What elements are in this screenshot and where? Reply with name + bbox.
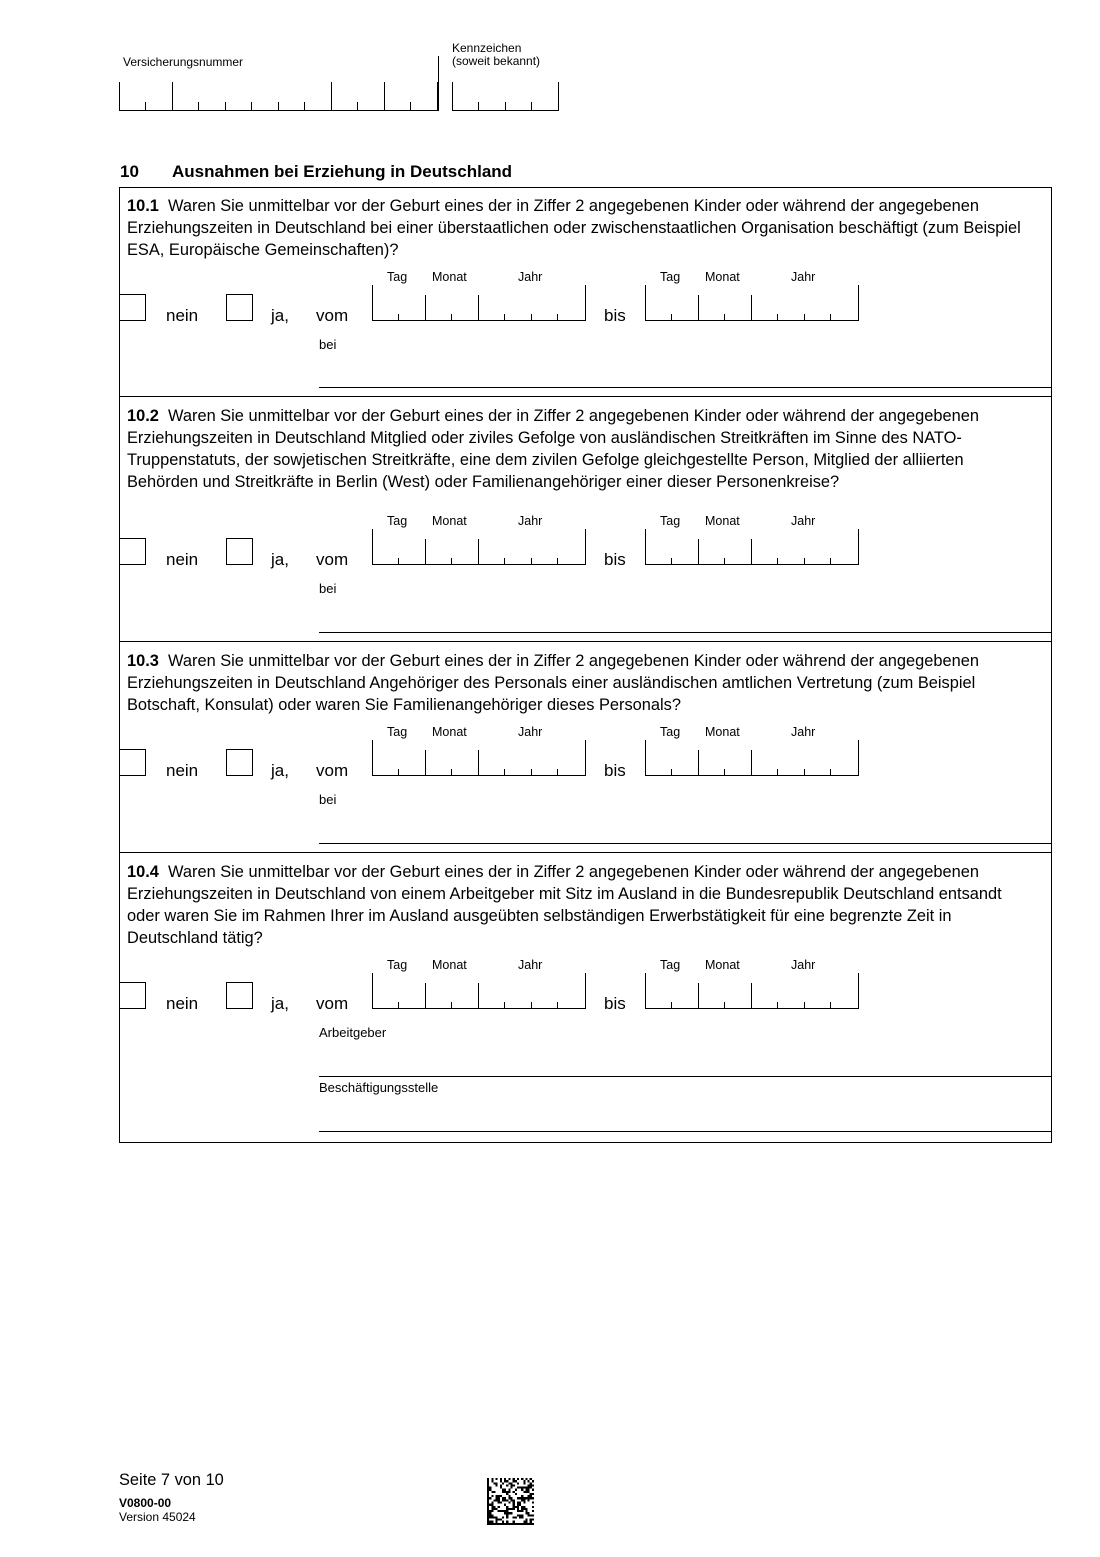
workplace-input[interactable]: [319, 1131, 1052, 1132]
date-from-10-2[interactable]: [372, 529, 586, 565]
no-checkbox-10-1[interactable]: [119, 294, 146, 321]
no-checkbox-10-3[interactable]: [119, 749, 146, 776]
yes-checkbox-10-4[interactable]: [226, 982, 253, 1009]
year-header: Jahr: [791, 958, 816, 972]
employer-label: Arbeitgeber: [319, 1025, 387, 1040]
from-label: vom: [316, 306, 349, 325]
yes-checkbox-10-1[interactable]: [226, 294, 253, 321]
month-header: Monat: [705, 958, 740, 972]
yes-label: ja,: [271, 550, 289, 569]
code-label: [452, 42, 540, 68]
date-to-10-3[interactable]: [645, 740, 859, 776]
organization-input-10-3[interactable]: [319, 843, 1052, 844]
question-text: Waren Sie unmittelbar vor der Geburt eines der in Ziffer 2 angegebenen Kinder oder während der angegebenen Erziehungszeiten in Deutschland bei einer überstaatlichen oder zwischenstaatlichen Organisation beschäftigt (zum Beispiel ESA, Europäische Gemeinschaften)?: [127, 197, 1021, 259]
question-text: Waren Sie unmittelbar vor der Geburt eines der in Ziffer 2 angegebenen Kinder oder während der angegebenen Erziehungszeiten in Deutschland von einem Arbeitgeber mit Sitz im Ausland in die Bundesrepublik Deutschland entsandt oder waren Sie im Rahmen Ihrer im Ausland ausgeübten selbständigen Erwerbstätigkeit für eine begrenzte Zeit in Deutschland tätig?: [127, 863, 1002, 947]
no-checkbox-10-4[interactable]: [119, 982, 146, 1009]
section-number: 10: [120, 162, 139, 181]
code-field[interactable]: [452, 110, 559, 111]
day-header: Tag: [387, 514, 408, 528]
organization-input-10-1[interactable]: [319, 387, 1052, 388]
date-to-10-2[interactable]: [645, 529, 859, 565]
day-header: Tag: [660, 958, 681, 972]
year-header: Jahr: [791, 514, 816, 528]
yes-checkbox-10-3[interactable]: [226, 749, 253, 776]
year-header: Jahr: [791, 270, 816, 284]
employer-input[interactable]: [319, 1076, 1052, 1077]
to-label: bis: [604, 994, 626, 1013]
year-header: Jahr: [518, 958, 543, 972]
month-header: Monat: [432, 958, 467, 972]
question-number: 10.1: [127, 197, 159, 215]
code-label-line1: Kennzeichen: [452, 41, 522, 55]
day-header: Tag: [660, 514, 681, 528]
insurance-number-field[interactable]: [119, 110, 438, 111]
day-header: Tag: [660, 725, 681, 739]
date-to-10-4[interactable]: [645, 973, 859, 1009]
year-header: Jahr: [518, 725, 543, 739]
yes-label: ja,: [271, 994, 289, 1013]
no-label: nein: [166, 306, 199, 325]
section-heading: [120, 162, 512, 182]
date-from-10-1[interactable]: [372, 285, 586, 321]
form-id: V0800-00: [119, 1496, 172, 1510]
no-label: nein: [166, 761, 199, 780]
month-header: Monat: [432, 725, 467, 739]
to-label: bis: [604, 306, 626, 325]
month-header: Monat: [705, 725, 740, 739]
organization-input-10-2[interactable]: [319, 632, 1052, 633]
date-from-10-4[interactable]: [372, 973, 586, 1009]
organization-label: bei: [319, 792, 337, 807]
organization-label: bei: [319, 581, 337, 596]
section-title: Ausnahmen bei Erziehung in Deutschland: [172, 162, 513, 181]
datamatrix-barcode-icon: [487, 1478, 534, 1525]
question-10-1: [127, 195, 1037, 261]
day-header: Tag: [387, 725, 408, 739]
month-header: Monat: [705, 270, 740, 284]
from-label: vom: [316, 550, 349, 569]
from-label: vom: [316, 761, 349, 780]
day-header: Tag: [387, 958, 408, 972]
organization-label: bei: [319, 337, 337, 352]
question-10-3: [127, 650, 1037, 716]
question-10-2: [127, 405, 1037, 493]
to-label: bis: [604, 550, 626, 569]
question-number: 10.2: [127, 407, 159, 425]
date-from-10-3[interactable]: [372, 740, 586, 776]
month-header: Monat: [432, 514, 467, 528]
code-label-line2: (soweit bekannt): [452, 54, 541, 68]
question-text: Waren Sie unmittelbar vor der Geburt eines der in Ziffer 2 angegebenen Kinder oder während der angegebenen Erziehungszeiten in Deutschland Angehöriger des Personals einer ausländischen amtlichen Vertretung (zum Beispiel Botschaft, Konsulat) oder waren Sie Familienangehöriger dieses Personals?: [127, 652, 979, 714]
question-10-4: [127, 861, 1037, 949]
day-header: Tag: [660, 270, 681, 284]
month-header: Monat: [705, 514, 740, 528]
yes-label: ja,: [271, 306, 289, 325]
yes-checkbox-10-2[interactable]: [226, 538, 253, 565]
day-header: Tag: [387, 270, 408, 284]
date-to-10-1[interactable]: [645, 285, 859, 321]
question-number: 10.3: [127, 652, 159, 670]
month-header: Monat: [432, 270, 467, 284]
insurance-number-label: Versicherungsnummer: [123, 55, 244, 69]
question-text: Waren Sie unmittelbar vor der Geburt eines der in Ziffer 2 angegebenen Kinder oder während der angegebenen Erziehungszeiten in Deutschland Mitglied oder ziviles Gefolge von ausländischen Streitkräften im Sinne des NATO-Truppenstatuts, der sowjetischen Streitkräfte, eine dem zivilen Gefolge gleichgestellte Person, Mitglied der alliierten Behörden und Streitkräfte in Berlin (West) oder Familienangehöriger einer dieser Personenkreise?: [127, 407, 979, 491]
no-label: nein: [166, 550, 199, 569]
year-header: Jahr: [791, 725, 816, 739]
no-label: nein: [166, 994, 199, 1013]
from-label: vom: [316, 994, 349, 1013]
question-number: 10.4: [127, 863, 159, 881]
year-header: Jahr: [518, 270, 543, 284]
page-number: Seite 7 von 10: [119, 1471, 224, 1489]
year-header: Jahr: [518, 514, 543, 528]
no-checkbox-10-2[interactable]: [119, 538, 146, 565]
workplace-label: Beschäftigungsstelle: [319, 1080, 439, 1095]
yes-label: ja,: [271, 761, 289, 780]
to-label: bis: [604, 761, 626, 780]
form-version: Version 45024: [119, 1510, 196, 1524]
